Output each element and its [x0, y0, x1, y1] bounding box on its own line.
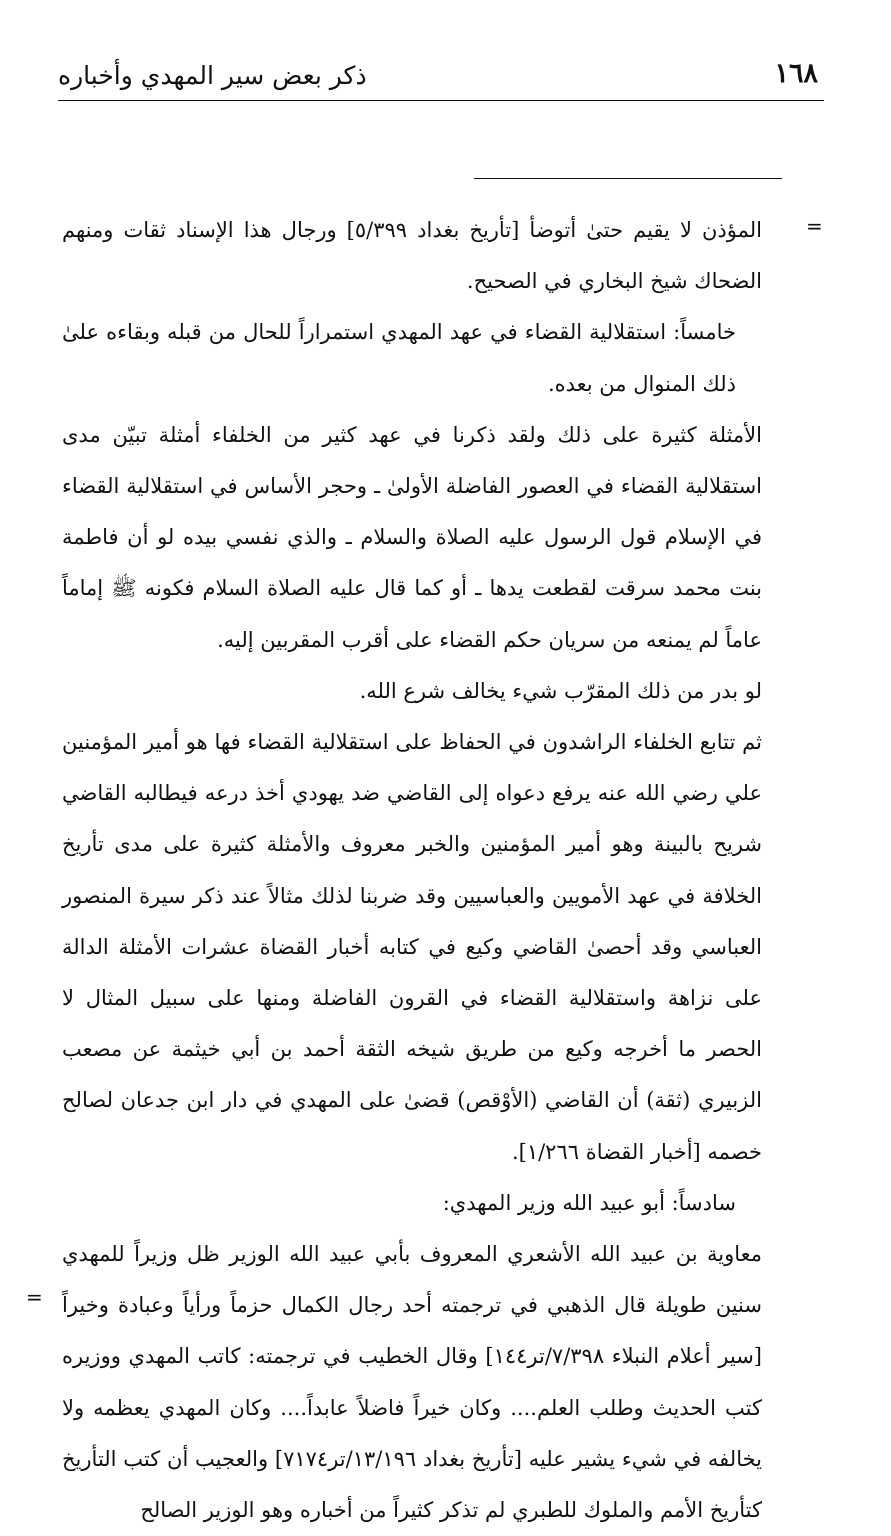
- body-text: [62, 205, 762, 1536]
- paragraph-isnad: المؤذن لا يقيم حتىٰ أتوضأ [تأريخ بغداد ٥/٣٩٩] ورجال هذا الإسناد ثقات ومنهم الضحاك شيخ البخاري في الصحيح.: [62, 218, 762, 294]
- paragraph-rightly-guided-caliphs: ثم تتابع الخلفاء الراشدون في الحفاظ على استقلالية القضاء فها هو أمير المؤمنين علي رضي الله عنه يرفع دعواه إلى القاضي ضد يهودي أخذ درعه فيطالبه القاضي شريح بالبينة وهو أمير المؤمنين والخبر معروف والأمثلة كثيرة على مدى تأريخ الخلافة في عهد الأمويين والعباسيين وقد ضربنا لذلك مثالاً عند ذكر سيرة المنصور العباسي وقد أحصىٰ القاضي وكيع في كتابه أخبار القضاة عشرات الأمثلة الدالة على نزاهة واستقلالية القضاء في القرون الفاضلة ومنها على سبيل المثال لا الحصر ما أخرجه وكيع من طريق شيخه الثقة أحمد بن أبي خيثمة عن مصعب الزبيري (ثقة) أن القاضي (الأوْقص) قضىٰ على المهدي في دار ابن جدعان لصالح خصمه [أخبار القضاة ١/٢٦٦].: [62, 730, 762, 1164]
- paragraph-law-of-god: لو بدر من ذلك المقرّب شيء يخالف شرع الله.: [359, 678, 762, 703]
- continuation-mark: =: [806, 214, 823, 238]
- paragraph-examples: الأمثلة كثيرة على ذلك ولقد ذكرنا في عهد كثير من الخلفاء أمثلة تبيّن مدى استقلالية القضاء في العصور الفاضلة الأولىٰ ـ وحجر الأساس في استقلالية القضاء في الإسلام قول الرسول عليه الصلاة والسلام ـ والذي نفسي بيده لو أن فاطمة بنت محمد سرقت لقطعت يدها ـ أو كما قال عليه الصلاة السلام فكونه ﷺ إماماً عاماً لم يمنعه من سريان حكم القضاء على أقرب المقربين إليه.: [62, 422, 762, 652]
- running-title: ذكر بعض سير المهدي وأخباره: [58, 61, 367, 90]
- header-rule: [58, 100, 824, 101]
- continuation-mark-end: =: [26, 1285, 43, 1309]
- paragraph-section-six-heading: سادساً: أبو عبيد الله وزير المهدي:: [442, 1190, 736, 1215]
- paragraph-section-five-heading: خامساً: استقلالية القضاء في عهد المهدي استمراراً للحال من قبله وبقاءه علىٰ ذلك المنوال من بعده.: [62, 320, 736, 396]
- page-number: ١٦٨: [774, 58, 818, 89]
- page-header: [58, 56, 824, 98]
- separator-rule: [474, 178, 782, 179]
- paragraph-vizier-biography: معاوية بن عبيد الله الأشعري المعروف بأبي عبيد الله الوزير ظل وزيراً للمهدي سنين طويلة قال الذهبي في ترجمته أحد رجال الكمال حزماً ورأياً وعبادة وخيراً [سير أعلام النبلاء ٧/٣٩٨/تر١٤٤] وقال الخطيب في ترجمته: كاتب المهدي ووزيره كتب الحديث وطلب العلم.... وكان خيراً فاضلاً عابداً.... وكان المهدي يعظمه ولا يخالفه في شيء يشير عليه [تأريخ بغداد ١٣/١٩٦/تر٧١٧٤] والعجيب أن كتب التأريخ كتأريخ الأمم والملوك للطبري لم تذكر كثيراً من أخباره وهو الوزير الصالح: [62, 1242, 762, 1523]
